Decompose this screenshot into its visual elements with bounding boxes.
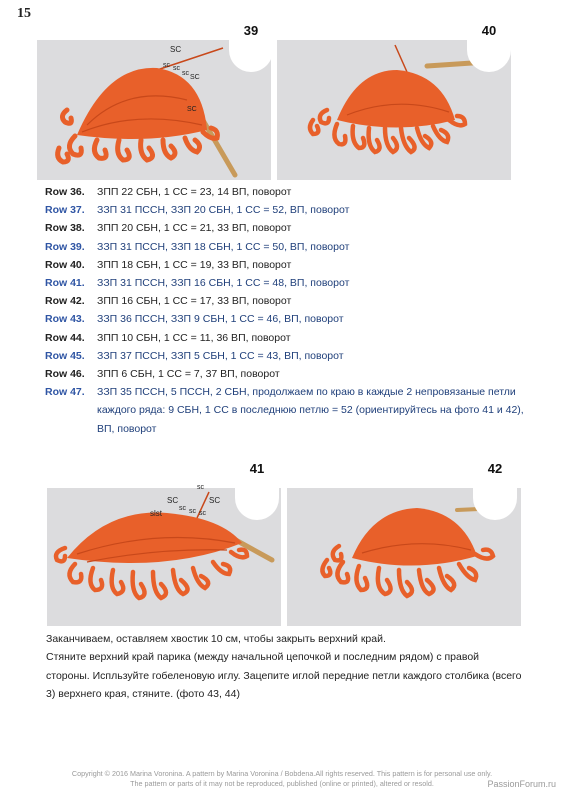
photo-41 <box>47 461 281 626</box>
photo-number: 42 <box>487 461 503 476</box>
row-text: ЗПП 20 СБН, 1 СС = 21, 33 ВП, поворот <box>97 222 292 235</box>
row-label: Row 36. <box>45 186 85 198</box>
row-text: ЗЗП 31 ПССН, ЗЗП 18 СБН, 1 СС = 50, ВП, поворот <box>97 240 350 253</box>
photo-number: 40 <box>481 23 497 38</box>
stitch-label: sc <box>182 70 189 77</box>
paragraph: Стяните верхний край парика (между начальной цепочкой и последним рядом) с правой стороны. Испльзуйте гобеленовую иглу. Зацепите иглой передние петли каждого столбика (всего 3) верхнего края, стяните. (фото 43, 44) <box>46 651 522 700</box>
row-label: Row 46. <box>45 368 85 381</box>
row-text: ЗПП 6 СБН, 1 СС = 7, 37 ВП, поворот <box>97 368 280 381</box>
row-label: Row 38. <box>45 222 85 235</box>
copyright-line: Copyright © 2016 Marina Voronina. A pattern by Marina Voronina / Bobdena.All rights reserved. This pattern is for personal use only. <box>71 769 493 778</box>
row-38 <box>45 219 525 237</box>
row-41 <box>45 274 525 292</box>
row-text: ЗПП 18 СБН, 1 СС = 19, 33 ВП, поворот <box>97 258 292 271</box>
row-label: Row 44. <box>45 331 85 344</box>
stitch-label: sc <box>189 508 196 515</box>
row-40 <box>45 256 525 274</box>
row-36 <box>45 183 525 201</box>
row-text: ЗЗП 31 ПССН, ЗЗП 16 СБН, 1 СС = 48, ВП, поворот <box>97 277 350 290</box>
photo-number: 41 <box>249 461 265 476</box>
stitch-label: sc <box>197 484 204 491</box>
photo-42 <box>287 461 521 626</box>
row-47 <box>45 383 525 438</box>
row-label: Row 41. <box>45 277 85 290</box>
row-label: Row 45. <box>45 349 85 362</box>
stitch-label: sc <box>179 505 186 512</box>
row-42 <box>45 292 525 310</box>
copyright-footer <box>0 769 564 789</box>
closing-instructions <box>46 630 524 703</box>
row-45 <box>45 347 525 365</box>
row-text: ЗПП 22 СБН, 1 СС = 23, 14 ВП, поворот <box>97 186 292 198</box>
stitch-label: SC <box>170 45 182 54</box>
row-label: Row 47. <box>45 386 85 399</box>
photo-number: 39 <box>243 23 259 38</box>
stitch-label: sc <box>173 65 180 72</box>
row-text: ЗПП 10 СБН, 1 СС = 11, 36 ВП, поворот <box>97 331 291 344</box>
stitch-label: SC <box>190 74 200 81</box>
watermark: PassionForum.ru <box>487 779 556 789</box>
row-label: Row 43. <box>45 313 85 326</box>
row-44 <box>45 329 525 347</box>
row-43 <box>45 310 525 328</box>
stitch-label: slst <box>150 509 162 518</box>
row-label: Row 37. <box>45 204 85 217</box>
paragraph: Заканчиваем, оставляем хвостик 10 см, чтобы закрыть верхний край. <box>46 633 386 645</box>
row-46 <box>45 365 525 383</box>
row-label: Row 40. <box>45 258 85 271</box>
row-text: ЗЗП 35 ПССН, 5 ПССН, 2 СБН, продолжаем по краю в каждые 2 непровязаные петли каждого ряда: 9 СБН, 1 СС в последнюю петлю = 52 (ориентируйтесь на фото 41 и 42), ВП, поворот <box>97 386 524 435</box>
row-text: ЗЗП 31 ПССН, ЗЗП 20 СБН, 1 СС = 52, ВП, поворот <box>97 204 350 217</box>
row-label: Row 42. <box>45 295 85 308</box>
row-instructions <box>45 183 525 438</box>
photo-39 <box>37 23 271 180</box>
row-text: ЗЗП 36 ПССН, ЗЗП 9 СБН, 1 СС = 46, ВП, поворот <box>97 313 344 326</box>
row-text: ЗПП 16 СБН, 1 СС = 17, 33 ВП, поворот <box>97 295 292 308</box>
stitch-label: sc <box>199 510 206 517</box>
stitch-label: sc <box>163 62 170 69</box>
stitch-label: SC <box>187 106 197 113</box>
stitch-label: SC <box>167 496 179 505</box>
row-label: Row 39. <box>45 240 85 253</box>
photo-40 <box>277 23 511 180</box>
row-39 <box>45 238 525 256</box>
stitch-label: SC <box>209 496 221 505</box>
row-37 <box>45 201 525 219</box>
copyright-line: The pattern or parts of it may not be reproduced, published (online or printed), altered or resold. <box>130 779 434 788</box>
page-number: 15 <box>17 6 31 21</box>
row-text: ЗЗП 37 ПССН, ЗЗП 5 СБН, 1 СС = 43, ВП, поворот <box>97 349 344 362</box>
